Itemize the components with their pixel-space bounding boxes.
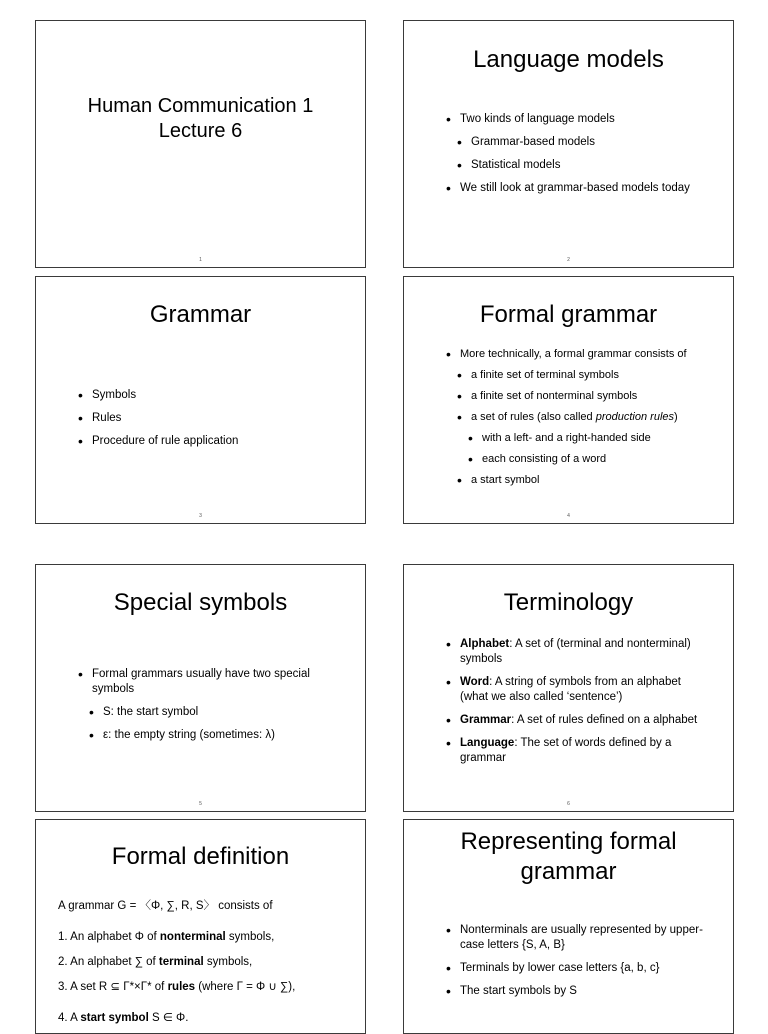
bullet-list [78, 388, 335, 457]
slide-number: 6 [567, 801, 570, 807]
slide-8 [403, 819, 734, 1034]
slide-4 [403, 276, 734, 524]
definition-intro: A grammar G = 〈Φ, ∑, R, S〉 consists of [58, 900, 273, 912]
slide-number: 1 [199, 257, 202, 263]
slide-title: Terminology [503, 589, 634, 616]
definition-item: 4. A start symbol S ∈ Φ. [58, 1012, 189, 1024]
definition-text [58, 899, 357, 1034]
slide-title: Language models [473, 46, 664, 73]
list-item: • a start symbol [457, 473, 713, 488]
slide-3 [35, 276, 366, 524]
list-item: • S: the start symbol [89, 705, 335, 720]
list-item: • More technically, a formal grammar consists of [446, 347, 713, 362]
list-item: • Grammar-based models [457, 135, 703, 150]
list-item: • with a left- and a right-handed side [468, 431, 713, 446]
bullet-list [446, 112, 703, 204]
slide-number: 5 [199, 801, 202, 807]
list-item: • a finite set of nonterminal symbols [457, 389, 713, 404]
slide-title: Formal grammar [479, 301, 658, 328]
slide-1 [35, 20, 366, 268]
slide-7 [35, 819, 366, 1034]
slide-5 [35, 564, 366, 812]
bullet-list [446, 347, 713, 494]
list-item: • Word: A string of symbols from an alphabet (what we also called ‘sentence’) [446, 675, 705, 705]
list-item: • a finite set of terminal symbols [457, 368, 713, 383]
slide-title: Human Communication 1 Lecture 6 [87, 95, 314, 142]
slide-title: Special symbols [113, 589, 288, 616]
definition-item: 1. An alphabet Φ of nonterminal symbols, [58, 931, 275, 943]
definition-item: 2. An alphabet ∑ of terminal symbols, [58, 956, 253, 968]
list-item: • each consisting of a word [468, 452, 713, 467]
list-item: • We still look at grammar-based models today [446, 181, 703, 196]
list-item: • ε: the empty string (sometimes: λ) [89, 728, 335, 743]
slide-title: Formal definition [111, 843, 290, 870]
list-item: • Nonterminals are usually represented by upper-case letters {S, A, B} [446, 923, 705, 953]
list-item: • Alphabet: A set of (terminal and nonterminal) symbols [446, 637, 705, 667]
slide-title: Representing formal grammar [460, 828, 677, 885]
list-item: • Terminals by lower case letters {a, b, c} [446, 961, 705, 976]
slide-number: 4 [567, 513, 570, 519]
bullet-list [78, 667, 335, 751]
slide-number: 2 [567, 257, 570, 263]
definition-item: 3. A set R ⊆ Γ*×Γ* of rules (where Γ = Φ ∪ ∑), [58, 981, 296, 993]
list-item: • Rules [78, 411, 335, 426]
list-item: • Symbols [78, 388, 335, 403]
slide-6 [403, 564, 734, 812]
list-item: • Language: The set of words defined by a grammar [446, 736, 705, 766]
slide-2 [403, 20, 734, 268]
slide-number: 3 [199, 513, 202, 519]
term-list [446, 637, 705, 774]
bullet-list [446, 923, 705, 1007]
list-item: • a set of rules (also called production rules) [457, 410, 713, 425]
list-item: • Grammar: A set of rules defined on a alphabet [446, 713, 705, 728]
list-item: • Two kinds of language models [446, 112, 703, 127]
list-item: • Formal grammars usually have two special symbols [78, 667, 335, 697]
list-item: • Procedure of rule application [78, 434, 335, 449]
slide-title: Grammar [149, 301, 252, 328]
list-item: • The start symbols by S [446, 984, 705, 999]
list-item: • Statistical models [457, 158, 703, 173]
